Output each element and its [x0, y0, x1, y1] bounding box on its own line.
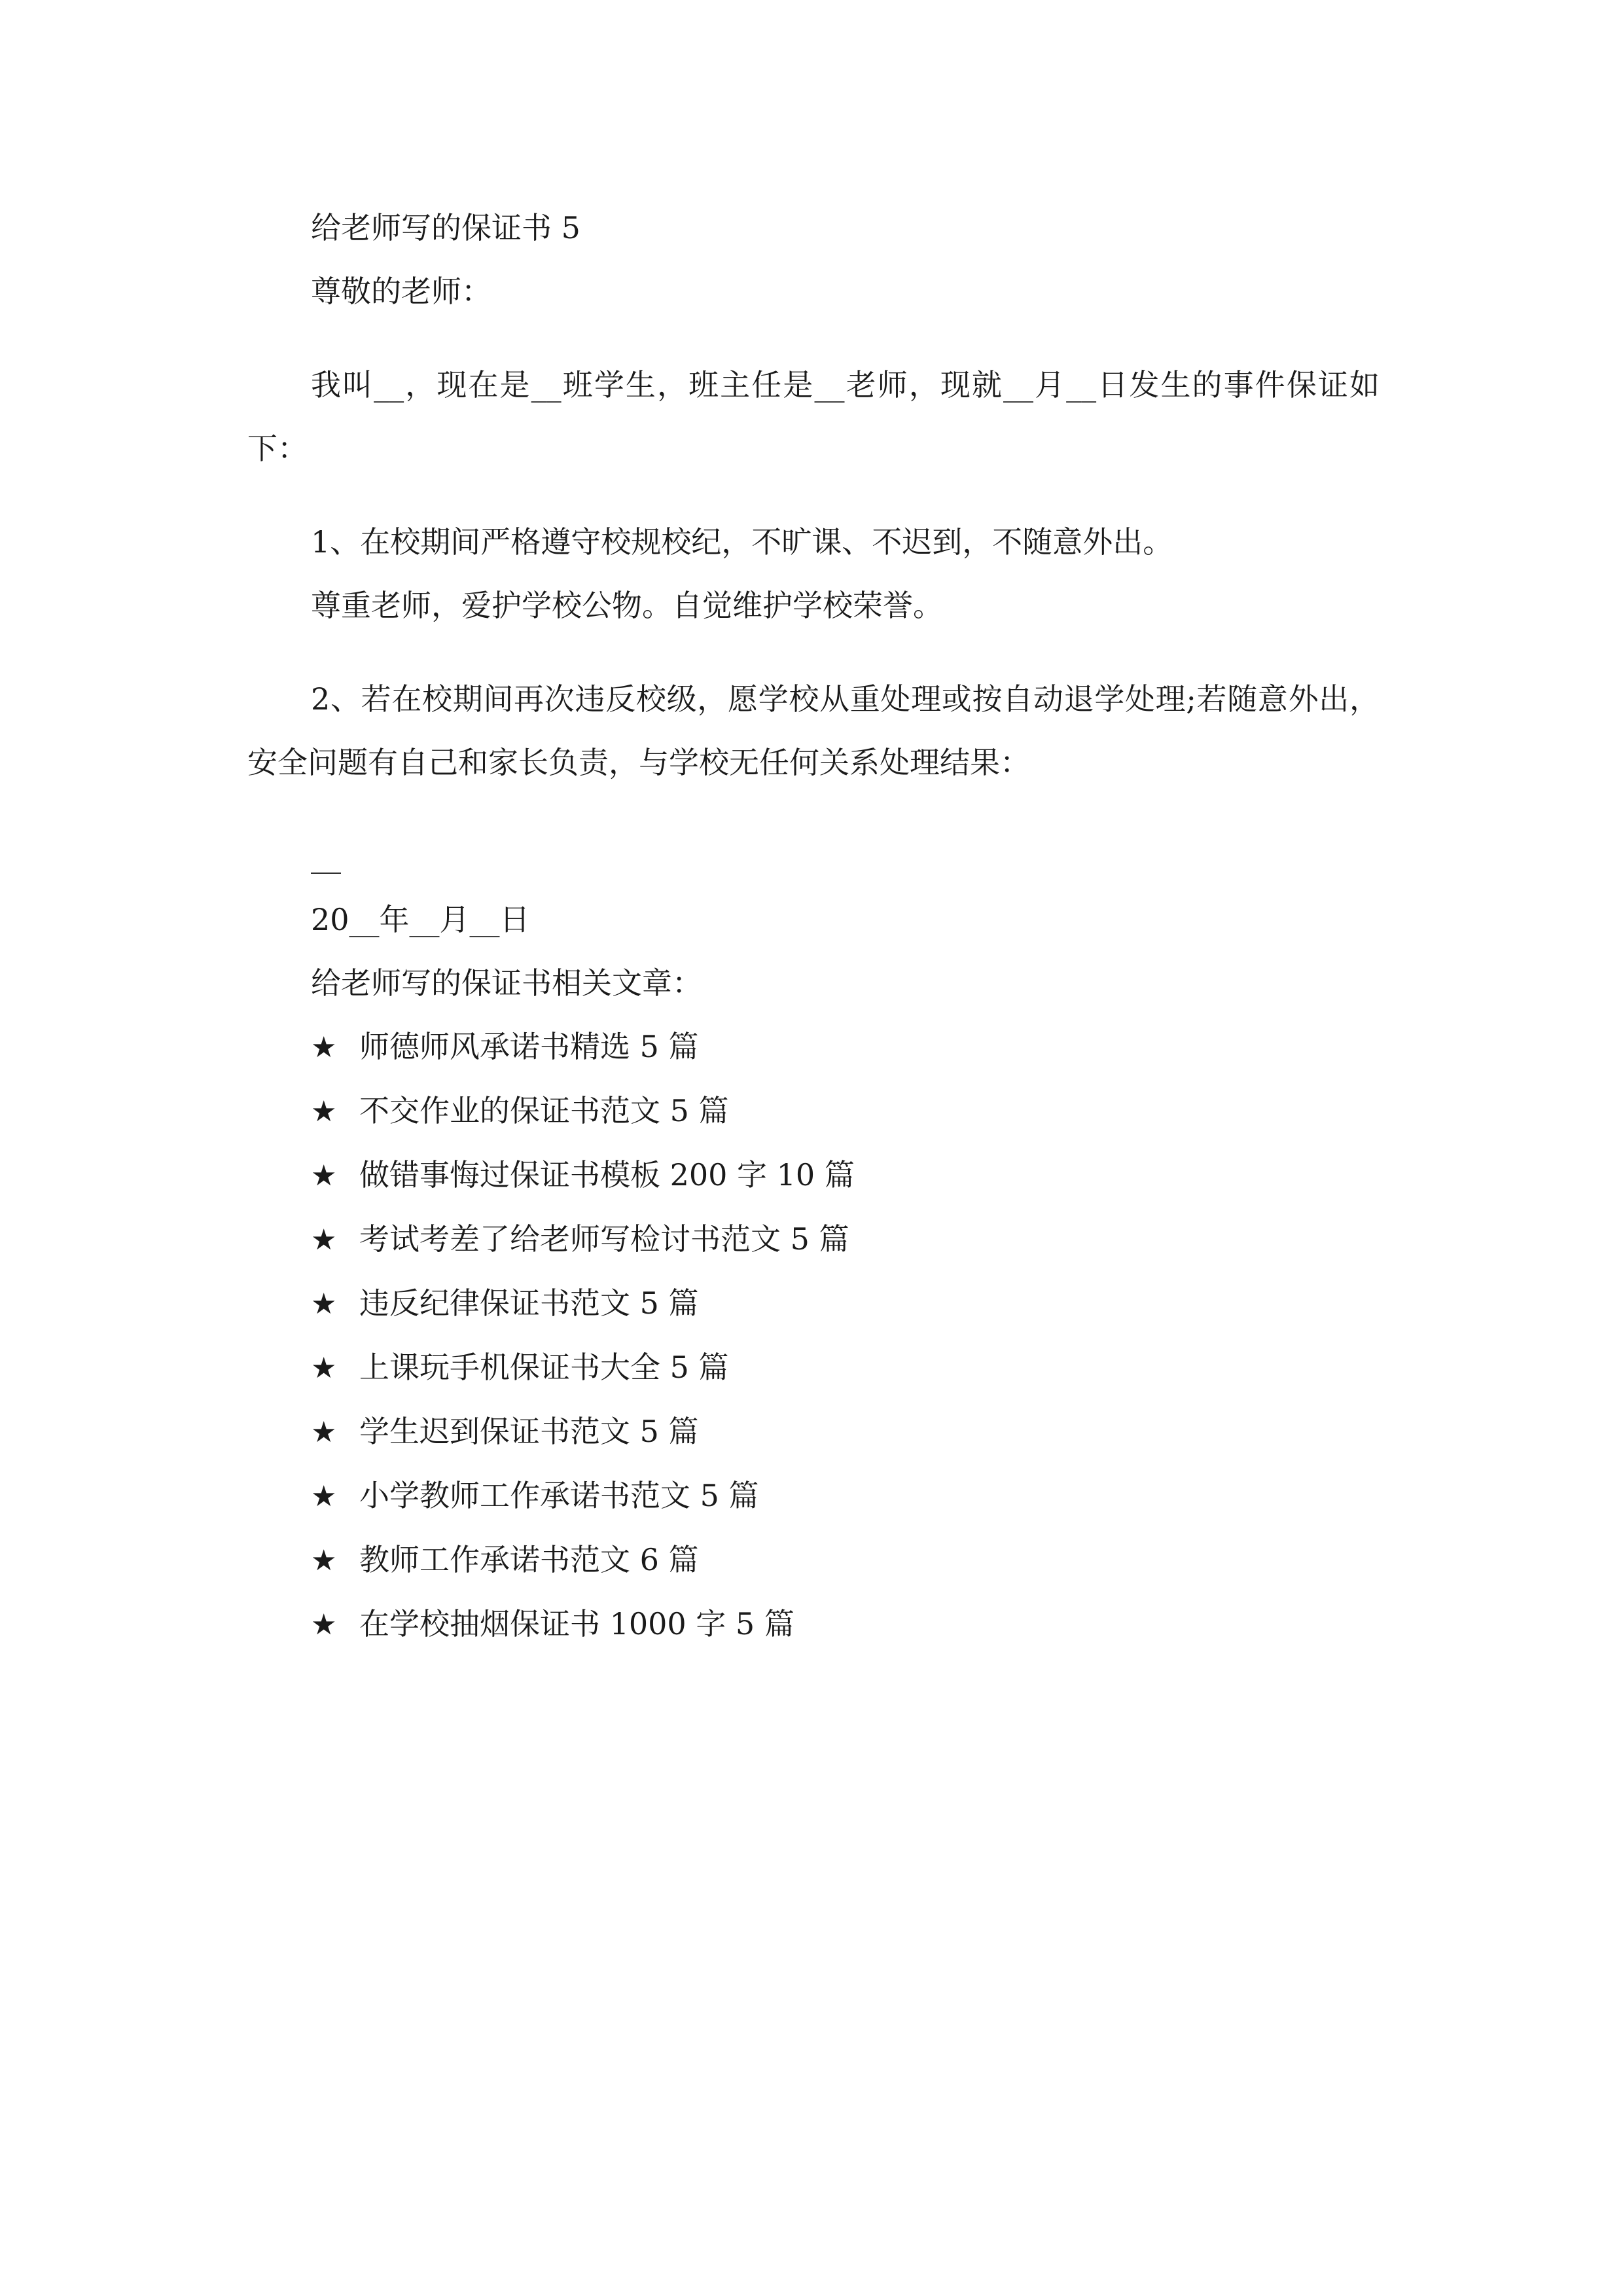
- star-icon: ★: [311, 1480, 337, 1513]
- star-icon: ★: [311, 1223, 337, 1257]
- star-icon: ★: [311, 1352, 337, 1385]
- star-icon: ★: [311, 1544, 337, 1577]
- intro-paragraph: 我叫__，现在是__班学生，班主任是__老师，现就__月__日发生的事件保证如下：: [247, 367, 1380, 466]
- related-article-label: 违反纪律保证书范文 5 篇: [359, 1285, 699, 1321]
- related-article-item[interactable]: [247, 1208, 1380, 1272]
- related-article-item[interactable]: [247, 1336, 1380, 1400]
- related-article-label: 教师工作承诺书范文 6 篇: [359, 1542, 699, 1577]
- point-1: 1、在校期间严格遵守校规校纪，不旷课、不迟到，不随意外出。: [311, 524, 1173, 560]
- signature-blank: __: [311, 838, 341, 874]
- related-article-item[interactable]: [247, 1079, 1380, 1143]
- related-article-label: 上课玩手机保证书大全 5 篇: [359, 1350, 729, 1385]
- date-line: 20__年__月__日: [311, 902, 530, 937]
- document-body: [247, 196, 1380, 1657]
- related-article-label: 在学校抽烟保证书 1000 字 5 篇: [359, 1606, 794, 1641]
- star-icon: ★: [311, 1159, 337, 1193]
- point-2: 2、若在校期间再次违反校级，愿学校从重处理或按自动退学处理;若随意外出，安全问题有自己和家长负责，与学校无任何关系处理结果：: [247, 681, 1380, 780]
- star-icon: ★: [311, 1608, 337, 1641]
- related-article-label: 学生迟到保证书范文 5 篇: [359, 1414, 699, 1449]
- related-article-item[interactable]: [247, 1272, 1380, 1336]
- star-icon: ★: [311, 1416, 337, 1449]
- related-article-label: 师德师风承诺书精选 5 篇: [359, 1029, 699, 1064]
- related-article-label: 做错事悔过保证书模板 200 字 10 篇: [359, 1157, 855, 1193]
- document-title: 给老师写的保证书 5: [311, 210, 580, 245]
- related-heading: 给老师写的保证书相关文章：: [311, 965, 702, 1001]
- related-article-label: 考试考差了给老师写检讨书范文 5 篇: [359, 1221, 849, 1257]
- related-article-item[interactable]: [247, 1592, 1380, 1657]
- related-article-item[interactable]: [247, 1015, 1380, 1079]
- related-article-item[interactable]: [247, 1464, 1380, 1528]
- related-articles-list: [247, 1015, 1380, 1657]
- related-article-item[interactable]: [247, 1400, 1380, 1464]
- point-1-continued: 尊重老师，爱护学校公物。自觉维护学校荣誉。: [311, 588, 943, 623]
- related-article-label: 小学教师工作承诺书范文 5 篇: [359, 1478, 759, 1513]
- related-article-item[interactable]: [247, 1528, 1380, 1592]
- related-article-item[interactable]: [247, 1143, 1380, 1208]
- star-icon: ★: [311, 1095, 337, 1128]
- star-icon: ★: [311, 1287, 337, 1321]
- star-icon: ★: [311, 1031, 337, 1064]
- related-article-label: 不交作业的保证书范文 5 篇: [359, 1093, 729, 1128]
- salutation: 尊敬的老师：: [311, 274, 491, 309]
